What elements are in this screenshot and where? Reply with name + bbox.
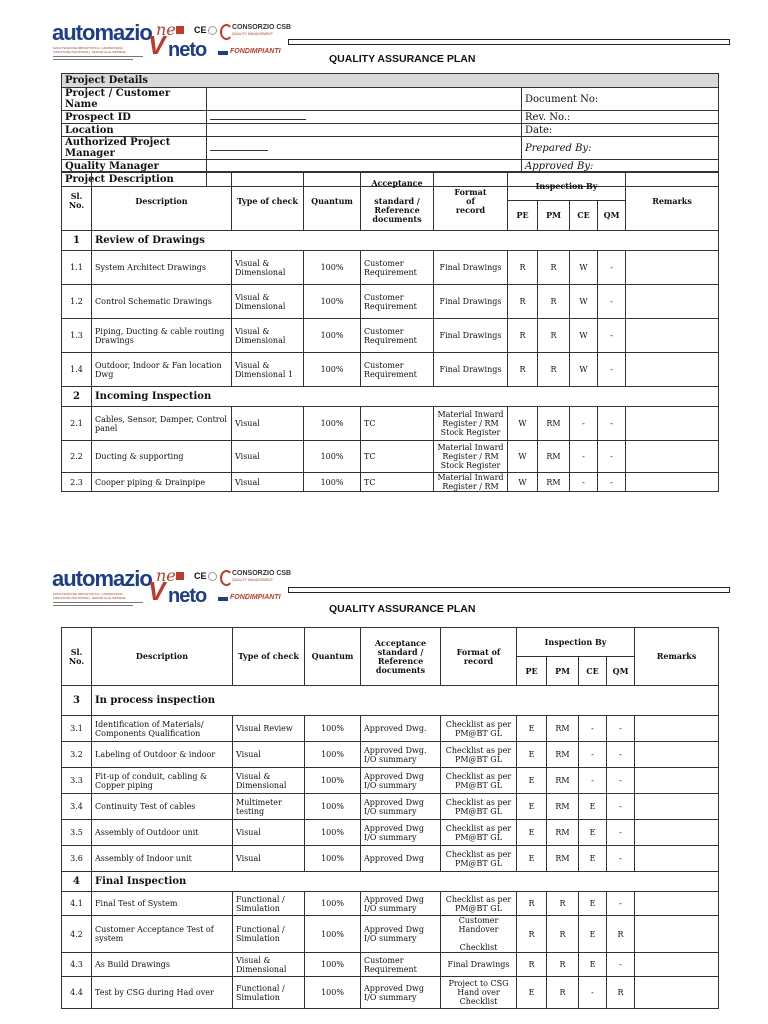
row-number: 3.4 [62,794,92,820]
col-inspection-by: Inspection By [517,628,635,657]
row-type-of-check: Functional / Simulation [233,916,305,953]
logo-address-line [53,56,143,57]
row-quantum: 100% [305,953,361,977]
row-description: Control Schematic Drawings [92,285,232,319]
document-no-label: Document No: [522,88,719,111]
row-quantum: 100% [305,892,361,916]
row-description: Final Test of System [92,892,233,916]
project-details-header: Project Details [62,74,719,88]
section-title: Incoming Inspection [92,387,719,407]
row-ce: - [570,473,598,492]
table-row [62,794,719,820]
row-pm: R [547,977,579,1009]
row-quantum: 100% [305,846,361,872]
col-format: Format of record [441,628,517,686]
row-ce: W [570,319,598,353]
row-remarks[interactable] [635,768,719,794]
col-sl-no: Sl. No. [62,628,92,686]
row-format: Checklist as per PM@BT GL [441,892,517,916]
project-details-table [61,73,719,187]
col-remarks: Remarks [635,628,719,686]
row-pe: R [508,319,538,353]
row-pm: RM [538,407,570,441]
row-format: Material Inward Register / RM [434,473,508,492]
row-ce: W [570,285,598,319]
row-quantum: 100% [304,407,361,441]
header-rule [288,39,730,45]
row-description: System Architect Drawings [92,251,232,285]
row-remarks[interactable] [635,892,719,916]
row-type-of-check: Visual [233,846,305,872]
row-pe: E [517,716,547,742]
rev-no-label: Rev. No.: [522,111,719,124]
row-pm: R [538,319,570,353]
row-qm: - [607,953,635,977]
row-type-of-check: Visual & Dimensional [232,319,304,353]
row-type-of-check: Functional / Simulation [233,892,305,916]
ce-mark: CE [194,25,207,35]
col-pe: PE [517,657,547,686]
row-remarks[interactable] [635,953,719,977]
cert-badge-icon [208,26,217,35]
section-number: 2 [62,387,92,407]
label-customer-name: Project / Customer Name [62,88,207,111]
row-format: Final Drawings [441,953,517,977]
row-remarks[interactable] [626,473,719,492]
row-pm: RM [547,794,579,820]
row-pm: R [538,285,570,319]
row-format: Project to CSG Hand over Checklist [441,977,517,1009]
row-remarks[interactable] [635,820,719,846]
row-acceptance: Approved Dwg I/O summary [361,768,441,794]
col-ce: CE [570,201,598,231]
row-ce: - [579,977,607,1009]
col-qm: QM [607,657,635,686]
row-pm: RM [547,820,579,846]
row-qm: - [607,768,635,794]
row-pe: E [517,794,547,820]
row-format: Checklist as per PM@BT GL [441,820,517,846]
row-format: Checklist as per PM@BT GL [441,768,517,794]
row-remarks[interactable] [626,441,719,473]
logo-tagline2: FORNITURE INDUSTRIALI, SERVIZI ALLE IMPRESE [53,596,126,600]
prospect-id-field[interactable] [207,111,522,124]
consorzio-sub: QUALITY MANAGEMENT [232,32,273,36]
row-qm: - [607,716,635,742]
location-field[interactable] [207,124,522,137]
row-qm: R [607,916,635,953]
col-qm: QM [598,201,626,231]
row-ce: E [579,892,607,916]
row-quantum: 100% [305,768,361,794]
row-description: Piping, Ducting & cable routing Drawings [92,319,232,353]
row-qm: - [598,407,626,441]
row-pe: E [517,820,547,846]
row-remarks[interactable] [635,716,719,742]
row-type-of-check: Multimeter testing [233,794,305,820]
col-format: Format of record [434,172,508,231]
section-title: In process inspection [92,686,719,716]
consorzio-name: CONSORZIO CSB [232,24,292,31]
row-acceptance: TC [361,441,434,473]
logo-script: ne [156,566,176,585]
consorzio-name: CONSORZIO CSB [232,570,292,577]
section-row [62,872,719,892]
table-row [62,953,719,977]
section-title: Final Inspection [92,872,719,892]
table-row [62,319,719,353]
table-row [62,716,719,742]
row-pe: W [508,441,538,473]
col-sl-no: Sl. No. [62,172,92,231]
row-ce: - [570,407,598,441]
col-acceptance: Acceptance standard / Reference documents [361,628,441,686]
section-number: 3 [62,686,92,716]
row-number: 1.2 [62,285,92,319]
row-quantum: 100% [304,285,361,319]
row-format: Final Drawings [434,251,508,285]
row-acceptance: TC [361,473,434,492]
row-acceptance: Approved Dwg [361,846,441,872]
label-quality-manager: Quality Manager [62,160,207,173]
col-type-of-check: Type of check [233,628,305,686]
row-pe: E [517,977,547,1009]
row-quantum: 100% [305,916,361,953]
row-number: 3.3 [62,768,92,794]
section-number: 4 [62,872,92,892]
row-type-of-check: Visual [232,407,304,441]
row-type-of-check: Visual [232,473,304,492]
row-quantum: 100% [304,319,361,353]
row-pe: E [517,846,547,872]
row-quantum: 100% [305,977,361,1009]
row-format: Material Inward Register / RM Stock Register [434,407,508,441]
row-type-of-check: Visual & Dimensional [232,251,304,285]
table-row [62,441,719,473]
row-pe: R [517,916,547,953]
row-qm: R [607,977,635,1009]
row-number: 4.3 [62,953,92,977]
row-ce: W [570,251,598,285]
table-row [62,916,719,953]
row-pm: R [538,251,570,285]
date-label: Date: [522,124,719,137]
row-ce: - [579,768,607,794]
row-remarks[interactable] [626,251,719,285]
row-pe: W [508,473,538,492]
row-type-of-check: Visual [233,742,305,768]
row-acceptance: Approved Dwg I/O summary [361,892,441,916]
col-remarks: Remarks [626,172,719,231]
row-ce: E [579,794,607,820]
logo-address-line [53,59,133,60]
row-qm: - [598,319,626,353]
row-qm: - [607,846,635,872]
row-quantum: 100% [305,716,361,742]
row-pe: R [517,953,547,977]
row-type-of-check: Visual & Dimensional [233,768,305,794]
table-row [62,846,719,872]
row-format: Material Inward Register / RM Stock Register [434,441,508,473]
row-description: Continuity Test of cables [92,794,233,820]
row-qm: - [607,742,635,768]
section-row [62,686,719,716]
row-pe: R [517,892,547,916]
row-acceptance: Customer Requirement [361,353,434,387]
row-description: Test by CSG during Had over [92,977,233,1009]
row-quantum: 100% [304,251,361,285]
row-pm: RM [547,716,579,742]
row-ce: E [579,916,607,953]
cert-badge-icon [176,26,184,34]
col-description: Description [92,172,232,231]
row-acceptance: Approved Dwg I/O summary [361,794,441,820]
row-format: Checklist as per PM@BT GL [441,742,517,768]
row-pm: R [538,353,570,387]
logo-tagline1: MANUTENZIONE IMPIANTISTICA, CARPENTERIA [53,46,123,50]
customer-name-field[interactable] [207,88,522,111]
table-row [62,407,719,441]
row-format: Final Drawings [434,353,508,387]
qa-table-page1 [61,171,719,492]
row-qm: - [598,441,626,473]
col-quantum: Quantum [304,172,361,231]
row-pm: RM [538,473,570,492]
project-manager-field[interactable] [207,137,522,160]
cert-badge-icon [208,572,217,581]
row-ce: - [570,441,598,473]
row-number: 1.3 [62,319,92,353]
doc-title: QUALITY ASSURANCE PLAN [329,603,476,615]
table-row [62,251,719,285]
row-description: Assembly of Outdoor unit [92,820,233,846]
label-prospect-id: Prospect ID [62,111,207,124]
row-ce: - [579,742,607,768]
row-description: Cooper piping & Drainpipe [92,473,232,492]
section-number: 1 [62,231,92,251]
row-pm: R [547,953,579,977]
section-row [62,387,719,407]
row-pe: E [517,768,547,794]
col-inspection-by: Inspection By [508,172,626,201]
logo-word1: automazio [52,20,152,45]
logo-word2: neto [168,585,207,607]
row-description: Identification of Materials/ Components Qualification [92,716,233,742]
row-format: Checklist as per PM@BT GL [441,716,517,742]
row-remarks[interactable] [635,977,719,1009]
row-qm: - [598,285,626,319]
row-remarks[interactable] [635,794,719,820]
doc-title: QUALITY ASSURANCE PLAN [329,53,476,65]
row-type-of-check: Visual & Dimensional 1 [232,353,304,387]
row-acceptance: Customer Requirement [361,285,434,319]
row-description: Assembly of Indoor unit [92,846,233,872]
row-pm: RM [547,768,579,794]
fondimpianti-name: FONDIMPIANTI [230,48,281,55]
company-logo [52,566,292,610]
row-acceptance: Approved Dwg. [361,716,441,742]
table-row [62,977,719,1009]
row-quantum: 100% [304,441,361,473]
row-quantum: 100% [305,820,361,846]
row-pm: RM [538,441,570,473]
col-acceptance: Acceptance standard / Reference documents [361,172,434,231]
row-quantum: 100% [305,742,361,768]
row-number: 4.4 [62,977,92,1009]
row-type-of-check: Visual [232,441,304,473]
row-pm: RM [547,742,579,768]
row-description: Cables, Sensor, Damper, Control panel [92,407,232,441]
row-remarks[interactable] [635,846,719,872]
col-pe: PE [508,201,538,231]
row-qm: - [607,794,635,820]
row-number: 2.2 [62,441,92,473]
col-pm: PM [538,201,570,231]
row-number: 3.2 [62,742,92,768]
row-number: 4.1 [62,892,92,916]
logo-script: ne [156,20,176,39]
label-project-description: Project Description [62,173,207,187]
row-type-of-check: Visual [233,820,305,846]
row-number: 2.3 [62,473,92,492]
row-pm: R [547,892,579,916]
logo-letter: V [148,576,165,606]
row-acceptance: Customer Requirement [361,251,434,285]
table-row [62,473,719,492]
col-pm: PM [547,657,579,686]
row-type-of-check: Visual Review [233,716,305,742]
row-quantum: 100% [304,473,361,492]
row-description: Outdoor, Indoor & Fan location Dwg [92,353,232,387]
row-qm: - [598,353,626,387]
row-acceptance: TC [361,407,434,441]
row-format: Checklist as per PM@BT GL [441,846,517,872]
row-acceptance: Approved Dwg I/O summary [361,977,441,1009]
row-quantum: 100% [305,794,361,820]
row-number: 3.5 [62,820,92,846]
row-description: Labeling of Outdoor & indoor [92,742,233,768]
table-row [62,353,719,387]
row-ce: E [579,820,607,846]
fondimpianti-arrow-icon [218,51,228,55]
row-acceptance: Approved Dwg I/O summary [361,916,441,953]
table-row [62,892,719,916]
row-remarks[interactable] [626,407,719,441]
row-acceptance: Customer Requirement [361,319,434,353]
qa-table-page2 [61,627,719,1009]
row-remarks[interactable] [635,742,719,768]
approved-by-label: Approved By: [522,160,719,173]
row-acceptance: Approved Dwg I/O summary [361,820,441,846]
logo-address-line [53,602,143,603]
logo-tagline2: FORNITURE INDUSTRIALI, SERVIZI ALLE IMPRESE [53,50,126,54]
row-pe: W [508,407,538,441]
row-type-of-check: Visual & Dimensional [232,285,304,319]
col-quantum: Quantum [305,628,361,686]
row-qm: - [598,251,626,285]
row-type-of-check: Visual & Dimensional [233,953,305,977]
fondimpianti-arrow-icon [218,597,228,601]
logo-word2: neto [168,39,207,61]
prepared-by-label: Prepared By: [522,137,719,160]
table-row [62,285,719,319]
row-pm: RM [547,846,579,872]
row-number: 1.4 [62,353,92,387]
row-number: 3.1 [62,716,92,742]
row-format: Final Drawings [434,285,508,319]
section-row [62,231,719,251]
row-format: Final Drawings [434,319,508,353]
row-pe: E [517,742,547,768]
consorzio-sub: QUALITY MANAGEMENT [232,578,273,582]
row-number: 2.1 [62,407,92,441]
col-ce: CE [579,657,607,686]
logo-address-line [53,605,133,606]
logo-tagline1: MANUTENZIONE IMPIANTISTICA, CARPENTERIA [53,592,123,596]
row-qm: - [607,892,635,916]
row-number: 3.6 [62,846,92,872]
row-pm: R [547,916,579,953]
row-format: Customer Handover Checklist [441,916,517,953]
row-description: Fit-up of conduit, cabling & Copper piping [92,768,233,794]
row-ce: E [579,953,607,977]
cert-badge-icon [176,572,184,580]
fondimpianti-name: FONDIMPIANTI [230,594,281,601]
section-title: Review of Drawings [92,231,719,251]
table-row [62,742,719,768]
logo-letter: V [148,30,165,60]
header-rule [288,587,730,593]
row-quantum: 100% [304,353,361,387]
label-location: Location [62,124,207,137]
row-ce: - [579,716,607,742]
ce-mark: CE [194,571,207,581]
label-project-manager: Authorized Project Manager [62,137,207,160]
row-qm: - [607,820,635,846]
row-description: Customer Acceptance Test of system [92,916,233,953]
row-remarks[interactable] [635,916,719,953]
logo-word1: automazio [52,566,152,591]
row-number: 1.1 [62,251,92,285]
row-pe: R [508,251,538,285]
row-description: As Build Drawings [92,953,233,977]
row-acceptance: Customer Requirement [361,953,441,977]
row-pe: R [508,285,538,319]
table-row [62,820,719,846]
row-description: Ducting & supporting [92,441,232,473]
row-remarks[interactable] [626,319,719,353]
row-qm: - [598,473,626,492]
row-remarks[interactable] [626,353,719,387]
col-type-of-check: Type of check [232,172,304,231]
row-ce: E [579,846,607,872]
row-ce: W [570,353,598,387]
row-acceptance: Approved Dwg. I/O summary [361,742,441,768]
row-remarks[interactable] [626,285,719,319]
table-row [62,768,719,794]
row-type-of-check: Functional / Simulation [233,977,305,1009]
company-logo [52,20,292,64]
row-format: Checklist as per PM@BT GL [441,794,517,820]
row-number: 4.2 [62,916,92,953]
col-description: Description [92,628,233,686]
row-pe: R [508,353,538,387]
